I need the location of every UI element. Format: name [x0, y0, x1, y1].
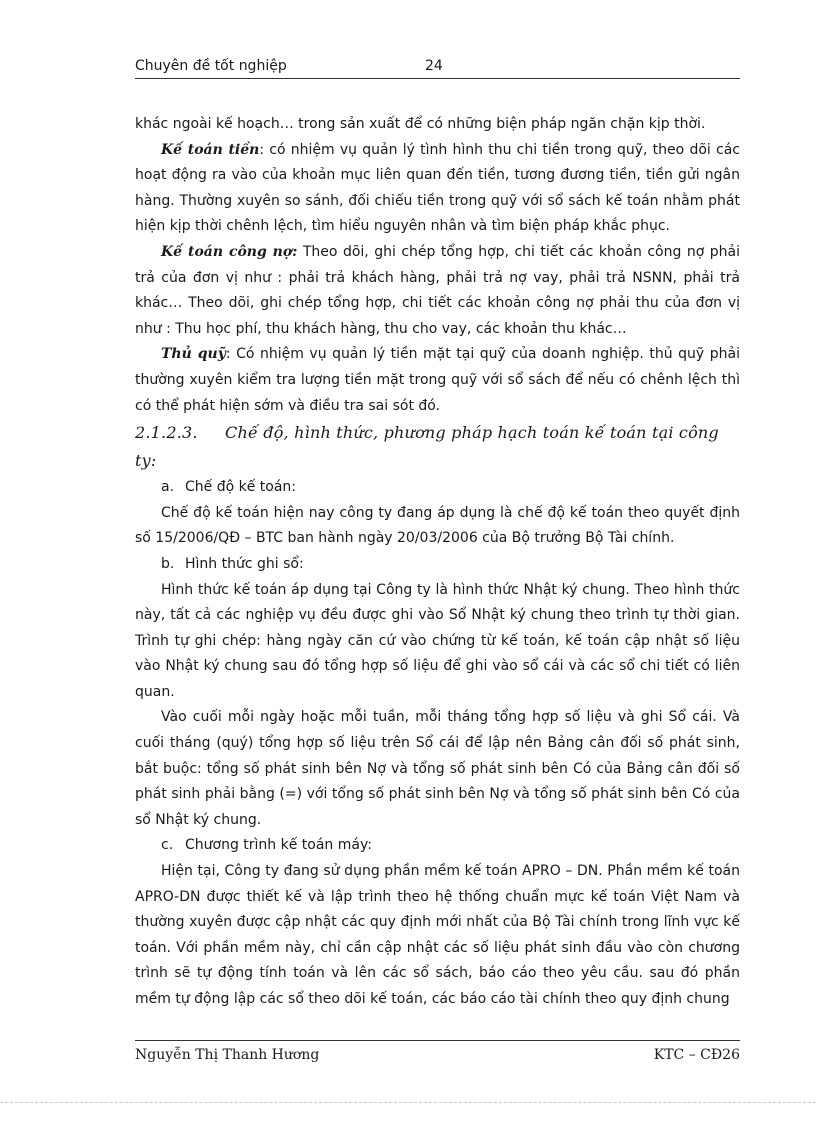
subsection-title: Chế độ kế toán:	[185, 479, 297, 496]
footer-code: KTC – CĐ26	[653, 1047, 740, 1063]
paragraph: Hình thức kế toán áp dụng tại Công ty là hình thức Nhật ký chung. Theo hình thức này, tất cả các nghiệp vụ đều được ghi vào Sổ Nhật ký chung theo trình tự thời gian. Trình tự ghi chép: hàng ngày căn cứ vào chứng từ kế toán, kế toán cập nhật số liệu vào Nhật ký chung sau đó tổng hợp số liệu để ghi vào sổ cái và các sổ chi tiết có liên quan.	[135, 581, 740, 700]
subsection-b-title	[135, 552, 740, 578]
paragraph: khác ngoài kế hoạch… trong sản xuất để có những biện pháp ngăn chặn kịp thời.	[135, 116, 706, 132]
paragraph-text: Theo dõi, ghi chép tổng hợp, chi tiết các khoản công nợ phải trả của đơn vị như : phải trả khách hàng, phải trả nợ vay, phải trả NSNN, phải trả khác… Theo dõi, ghi chép tổng hợp, chi tiết các khoản công nợ phải thu của đơn vị như : Thu học phí, thu khách hàng, thu cho vay, các khoản thu khác…	[135, 243, 740, 337]
list-label: c.	[161, 837, 174, 854]
section-title: Chế độ, hình thức, phương pháp hạch toán kế toán tại công ty:	[135, 423, 719, 471]
paragraph-text: : có nhiệm vụ quản lý tình hình thu chi tiền trong quỹ, theo dõi các hoạt động ra vào của khoản mục liên quan đến tiền, tương đương tiền, tiền gửi ngân hàng. Thường xuyên so sánh, đối chiếu tiền trong quỹ với sổ sách kế toán nhằm phát hiện kịp thời chênh lệch, tìm hiểu nguyên nhân và tìm biện pháp khắc phục.	[135, 141, 740, 235]
paragraph-cash-accounting	[135, 138, 740, 240]
paragraph-debt-accounting	[135, 240, 740, 342]
subsection-c-title	[135, 833, 740, 859]
page-boundary	[0, 1102, 816, 1103]
page-header	[135, 58, 740, 79]
term-label: Kế toán công nợ:	[161, 243, 298, 260]
term-label: Thủ quỹ	[161, 346, 226, 363]
page-number: 24	[425, 58, 443, 74]
paragraph: Chế độ kế toán hiện nay công ty đang áp dụng là chế độ kế toán theo quyết định số 15/2006/QĐ – BTC ban hành ngày 20/03/2006 của Bộ trưởng Bộ Tài chính.	[135, 504, 740, 547]
header-title: Chuyên đề tốt nghiệp	[135, 58, 287, 74]
term-label: Kế toán tiền	[161, 141, 260, 158]
paragraph-text: : Có nhiệm vụ quản lý tiền mặt tại quỹ của doanh nghiệp. thủ quỹ phải thường xuyên kiểm tra lượng tiền mặt trong quỹ với sổ sách để nếu có chênh lệch thì có thể phát hiện sớm và điều tra sai sót đó.	[135, 346, 740, 414]
section-number: 2.1.2.3.	[135, 423, 198, 443]
document-body	[135, 112, 740, 1013]
footer-author: Nguyễn Thị Thanh Hương	[135, 1047, 320, 1063]
page-footer	[135, 1040, 740, 1063]
list-label: a.	[161, 479, 175, 496]
paragraph: Vào cuối mỗi ngày hoặc mỗi tuần, mỗi tháng tổng hợp số liệu và ghi Sổ cái. Và cuối tháng (quý) tổng hợp số liệu trên Sổ cái để lập nên Bảng cân đối số phát sinh, bắt buộc: tổng số phát sinh bên Nợ và tổng số phát sinh bên Có của Bảng cân đối số phát sinh phải bằng (=) với tổng số phát sinh bên Nợ và tổng số phát sinh bên Có của sổ Nhật ký chung.	[135, 709, 740, 828]
list-label: b.	[161, 555, 175, 572]
paragraph: Hiện tại, Công ty đang sử dụng phần mềm kế toán APRO – DN. Phần mềm kế toán APRO-DN được thiết kế và lập trình theo hệ thống chuẩn mực kế toán Việt Nam và thường xuyên được cập nhật các quy định mới nhất của Bộ Tài chính trong lĩnh vực kế toán. Với phần mềm này, chỉ cần cập nhật các số liệu phát sinh đầu vào còn chương trình sẽ tự động tính toán và lên các sổ sách, báo cáo theo yêu cầu. sau đó phần mềm tự động lập các sổ theo dõi kế toán, các báo cáo tài chính theo quy định chung	[135, 863, 740, 1007]
subsection-title: Chương trình kế toán máy:	[185, 837, 372, 854]
subsection-a-title	[135, 475, 740, 501]
paragraph-treasurer	[135, 342, 740, 419]
section-heading	[135, 419, 740, 475]
subsection-title: Hình thức ghi sổ:	[185, 555, 304, 572]
